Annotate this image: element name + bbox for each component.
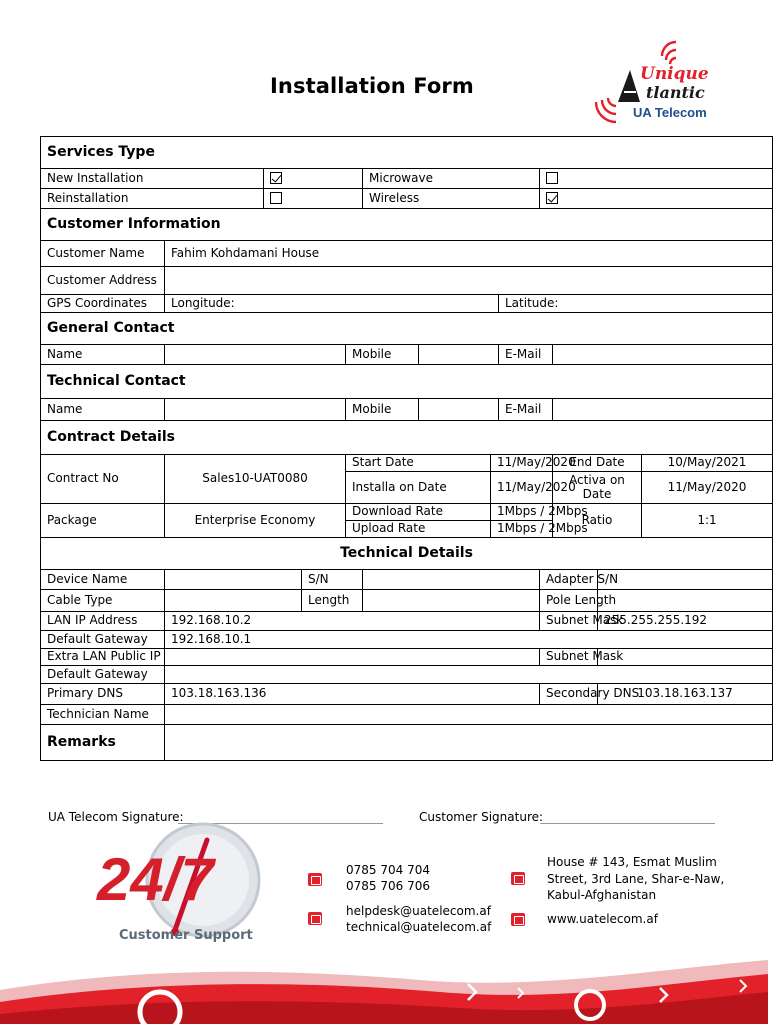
wireless-cell: [540, 189, 773, 209]
end-date-value[interactable]: 10/May/2021: [642, 455, 773, 472]
extra-lan-ip-value[interactable]: [165, 649, 540, 666]
customer-signature-line[interactable]: [540, 823, 715, 824]
length-label: Length: [302, 590, 363, 612]
subnet-mask-2-value[interactable]: [598, 649, 773, 666]
new-installation-label: New Installation: [41, 169, 264, 189]
installation-date-label: Installa on Date: [346, 472, 491, 504]
installation-date-value[interactable]: 11/May/2020: [491, 472, 553, 504]
customer-name-value[interactable]: Fahim Kohdamani House: [165, 241, 773, 267]
technician-name-value[interactable]: [165, 705, 773, 725]
sn-label: S/N: [302, 570, 363, 590]
device-name-label: Device Name: [41, 570, 165, 590]
device-name-value[interactable]: [165, 570, 302, 590]
end-date-label: End Date: [553, 455, 642, 472]
microwave-label: Microwave: [363, 169, 540, 189]
lan-ip-value[interactable]: 192.168.10.2: [165, 612, 540, 631]
secondary-dns-label: Secondary DNS: [540, 684, 598, 705]
pole-length-label: Pole Length: [540, 590, 598, 612]
subnet-mask-2-label: Subnet Mask: [540, 649, 598, 666]
microwave-cell: [540, 169, 773, 189]
customer-signature-label: Customer Signature:: [419, 810, 544, 824]
support-text: Customer Support: [119, 928, 253, 943]
address-line-2: Street, 3rd Lane, Shar-e-Naw,: [547, 872, 725, 886]
email-2[interactable]: technical@uatelecom.af: [346, 920, 492, 934]
logo-ua-telecom-text: UA Telecom: [633, 105, 707, 120]
adapter-sn-label: Adapter S/N: [540, 570, 598, 590]
default-gateway-value[interactable]: 192.168.10.1: [165, 631, 773, 649]
longitude-field[interactable]: Longitude:: [165, 295, 499, 313]
email-1[interactable]: helpdesk@uatelecom.af: [346, 904, 491, 918]
technical-contact-name-value[interactable]: [165, 399, 346, 421]
technical-contact-mobile-value[interactable]: [419, 399, 499, 421]
phone-2[interactable]: 0785 706 706: [346, 879, 430, 893]
activation-date-label: Activa on Date: [553, 472, 642, 504]
general-contact-mobile-label: Mobile: [346, 345, 419, 365]
footer-wave-decoration: [0, 960, 768, 1024]
start-date-label: Start Date: [346, 455, 491, 472]
activation-date-value[interactable]: 11/May/2020: [642, 472, 773, 504]
default-gateway-label: Default Gateway: [41, 631, 165, 649]
installation-form-table: [40, 136, 773, 761]
package-label: Package: [41, 504, 165, 538]
email-icon: [308, 912, 322, 925]
remarks-value[interactable]: [165, 725, 773, 761]
sn-value[interactable]: [363, 570, 540, 590]
technical-details-header: Technical Details: [41, 538, 773, 570]
remarks-label: Remarks: [41, 725, 165, 761]
extra-lan-ip-label: Extra LAN Public IP: [41, 649, 165, 666]
contract-details-header: Contract Details: [41, 421, 773, 455]
home-icon: [511, 872, 525, 885]
customer-info-header: Customer Information: [41, 209, 773, 241]
contract-no-label: Contract No: [41, 455, 165, 504]
reinstallation-cell: [264, 189, 363, 209]
general-contact-email-value[interactable]: [553, 345, 773, 365]
address-line-1: House # 143, Esmat Muslim: [547, 855, 717, 869]
default-gateway-2-value[interactable]: [165, 666, 773, 684]
wireless-checkbox[interactable]: [546, 192, 558, 204]
download-rate-value[interactable]: 1Mbps / 2Mbps: [491, 504, 553, 521]
technical-contact-name-label: Name: [41, 399, 165, 421]
ua-signature-label: UA Telecom Signature:: [48, 810, 184, 824]
address-line-3: Kabul-Afghanistan: [547, 888, 657, 902]
new-installation-cell: [264, 169, 363, 189]
download-rate-label: Download Rate: [346, 504, 491, 521]
phone-1[interactable]: 0785 704 704: [346, 863, 430, 877]
ratio-label: Ratio: [553, 504, 642, 538]
reinstallation-label: Reinstallation: [41, 189, 264, 209]
pole-length-value[interactable]: [598, 590, 773, 612]
logo-atlantic-text: tlantic: [646, 83, 705, 102]
general-contact-header: General Contact: [41, 313, 773, 345]
technical-contact-email-value[interactable]: [553, 399, 773, 421]
latitude-field[interactable]: Latitude:: [499, 295, 773, 313]
upload-rate-label: Upload Rate: [346, 521, 491, 538]
default-gateway-2-label: Default Gateway: [41, 666, 165, 684]
secondary-dns-value[interactable]: 103.18.163.137: [598, 684, 773, 705]
support-number: 24/7: [97, 846, 214, 913]
package-value[interactable]: Enterprise Economy: [165, 504, 346, 538]
services-header: Services Type: [41, 137, 773, 169]
new-installation-checkbox[interactable]: [270, 172, 282, 184]
lan-ip-label: LAN IP Address: [41, 612, 165, 631]
length-value[interactable]: [363, 590, 540, 612]
general-contact-name-value[interactable]: [165, 345, 346, 365]
cable-type-label: Cable Type: [41, 590, 165, 612]
technical-contact-mobile-label: Mobile: [346, 399, 419, 421]
website-link[interactable]: www.uatelecom.af: [547, 912, 658, 926]
gps-label: GPS Coordinates: [41, 295, 165, 313]
logo-unique-text: Unique: [640, 64, 709, 84]
customer-address-value[interactable]: [165, 267, 773, 295]
globe-icon: [511, 913, 525, 926]
subnet-mask-label: Subnet Mask: [540, 612, 598, 631]
technical-contact-header: Technical Contact: [41, 365, 773, 399]
primary-dns-label: Primary DNS: [41, 684, 165, 705]
phone-icon: [308, 873, 322, 886]
contract-no-value[interactable]: Sales10-UAT0080: [165, 455, 346, 504]
reinstallation-checkbox[interactable]: [270, 192, 282, 204]
customer-address-label: Customer Address: [41, 267, 165, 295]
ratio-value[interactable]: 1:1: [642, 504, 773, 538]
technician-name-label: Technician Name: [41, 705, 165, 725]
upload-rate-value[interactable]: 1Mbps / 2Mbps: [491, 521, 553, 538]
technical-contact-email-label: E-Mail: [499, 399, 553, 421]
cable-type-value[interactable]: [165, 590, 302, 612]
start-date-value[interactable]: 11/May/2020: [491, 455, 553, 472]
microwave-checkbox[interactable]: [546, 172, 558, 184]
primary-dns-value[interactable]: 103.18.163.136: [165, 684, 540, 705]
customer-name-label: Customer Name: [41, 241, 165, 267]
general-contact-email-label: E-Mail: [499, 345, 553, 365]
form-title: Installation Form: [270, 74, 474, 98]
adapter-sn-value[interactable]: [598, 570, 773, 590]
wireless-label: Wireless: [363, 189, 540, 209]
general-contact-name-label: Name: [41, 345, 165, 365]
subnet-mask-value[interactable]: 255.255.255.192: [598, 612, 773, 631]
general-contact-mobile-value[interactable]: [419, 345, 499, 365]
